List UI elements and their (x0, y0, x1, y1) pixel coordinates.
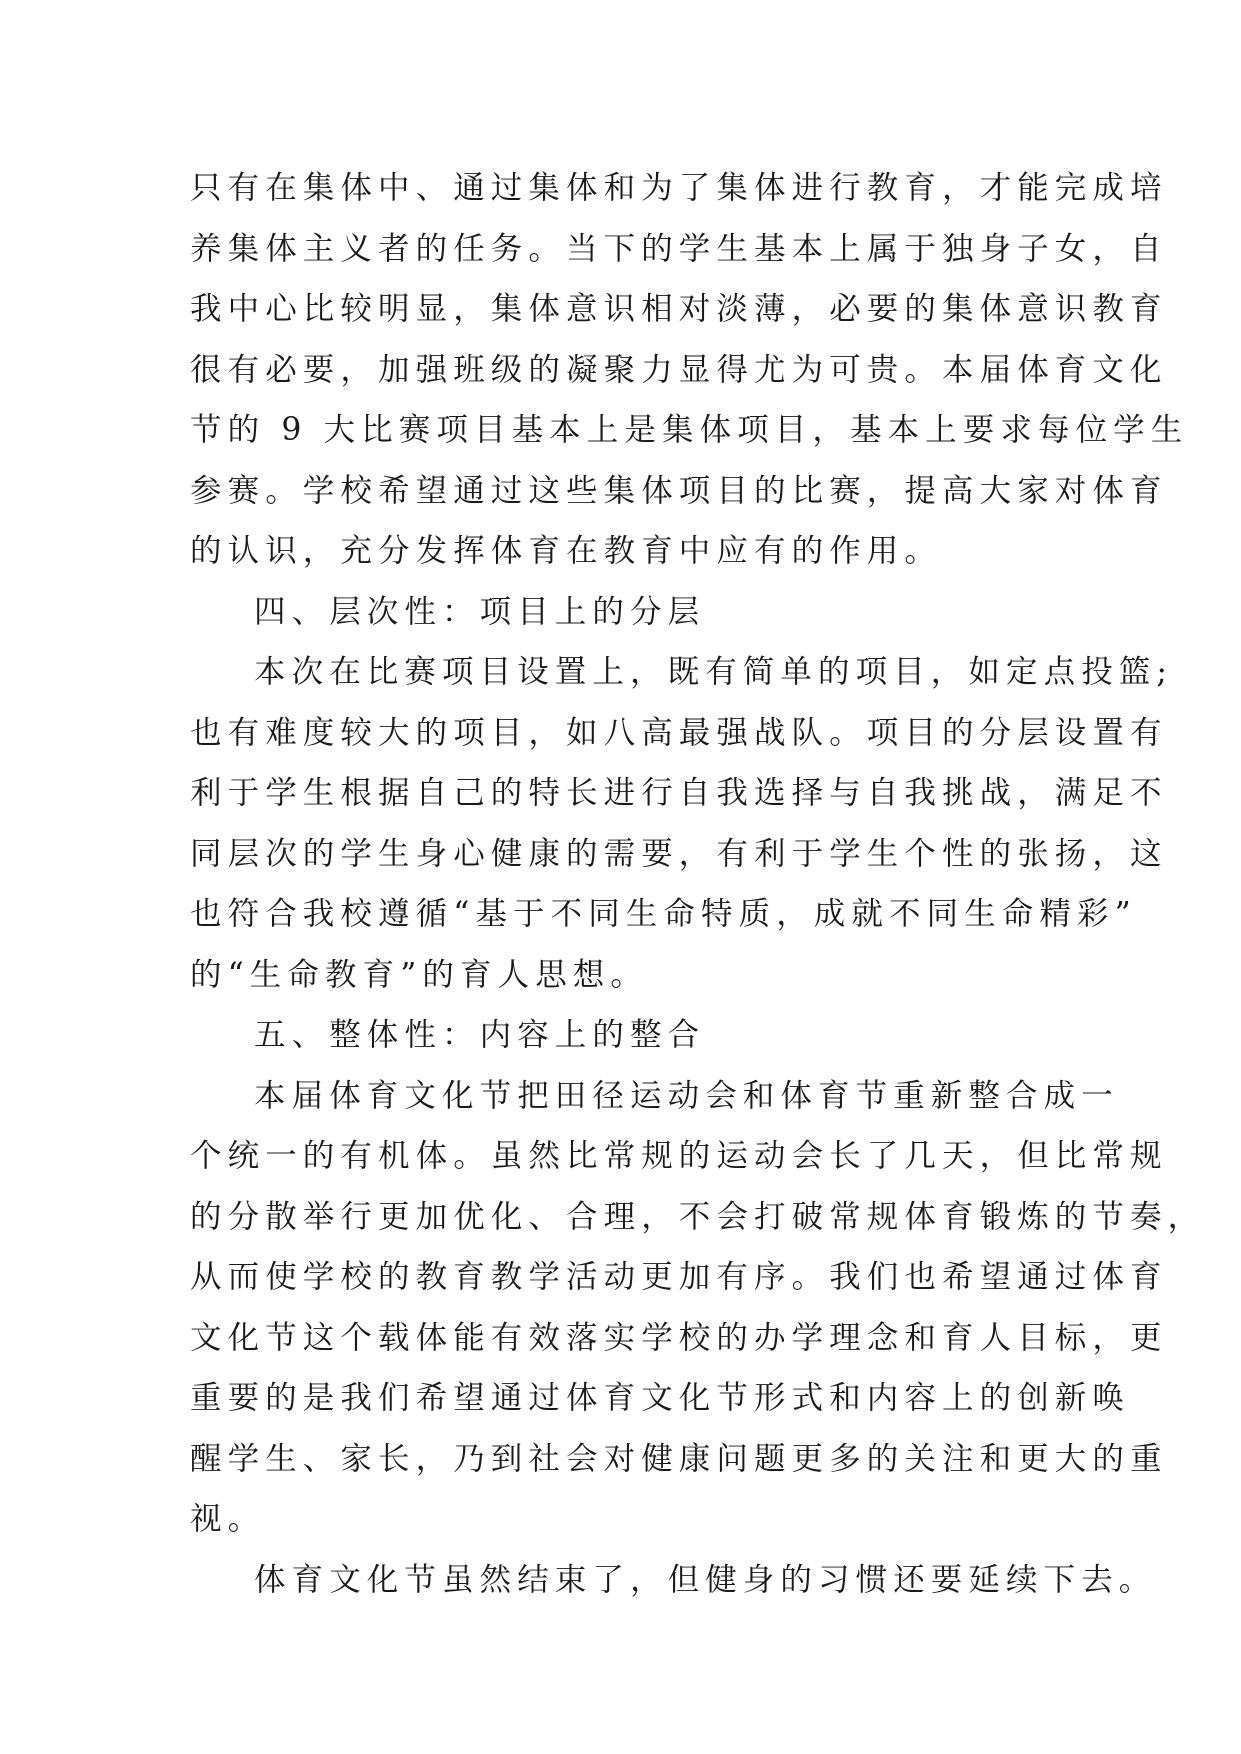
text-line: 醒学生、家长，乃到社会对健康问题更多的关注和更大的重 (190, 1440, 1168, 1477)
text-line: 参赛。学校希望通过这些集体项目的比赛，提高大家对体育 (190, 472, 1168, 509)
section-heading: 四、层次性：项目上的分层 (254, 593, 706, 630)
document-body (190, 158, 1206, 1610)
text-line: 的“生命教育”的育人思想。 (190, 956, 649, 993)
text-line: 的分散举行更加优化、合理，不会打破常规体育锻炼的节奏， (190, 1198, 1206, 1235)
text-line: 很有必要，加强班级的凝聚力显得尤为可贵。本届体育文化 (190, 351, 1168, 388)
text-line: 的认识，充分发挥体育在教育中应有的作用。 (190, 533, 943, 569)
text-line: 节的 9 大比赛项目基本上是集体项目，基本上要求每位学生 (190, 412, 1189, 448)
text-line: 体育文化节虽然结束了，但健身的习惯还要延续下去。 (254, 1561, 1157, 1598)
text-line: 也有难度较大的项目，如八高最强战队。项目的分层设置有 (190, 714, 1168, 751)
text-line: 利于学生根据自己的特长进行自我选择与自我挑战，满足不 (190, 775, 1168, 811)
section-heading: 五、整体性：内容上的整合 (254, 1017, 706, 1053)
text-line: 我中心比较明显，集体意识相对淡薄，必要的集体意识教育 (190, 291, 1168, 327)
text-line: 视。 (190, 1501, 266, 1537)
text-line: 从而使学校的教育教学活动更加有序。我们也希望通过体育 (190, 1259, 1168, 1295)
text-line: 只有在集体中、通过集体和为了集体进行教育，才能完成培 (190, 170, 1168, 206)
text-line: 个统一的有机体。虽然比常规的运动会长了几天，但比常规 (190, 1138, 1168, 1174)
text-line: 重要的是我们希望通过体育文化节形式和内容上的创新唤 (190, 1380, 1131, 1416)
text-line: 本次在比赛项目设置上，既有简单的项目，如定点投篮; (254, 654, 1174, 690)
text-line: 本届体育文化节把田径运动会和体育节重新整合成一 (254, 1077, 1119, 1114)
text-line: 同层次的学生身心健康的需要，有利于学生个性的张扬，这 (190, 835, 1168, 872)
text-line: 养集体主义者的任务。当下的学生基本上属于独身子女，自 (190, 230, 1168, 267)
text-line: 也符合我校遵循“基于不同生命特质，成就不同生命精彩” (190, 896, 1137, 932)
text-line: 文化节这个载体能有效落实学校的办学理念和育人目标，更 (190, 1319, 1168, 1356)
